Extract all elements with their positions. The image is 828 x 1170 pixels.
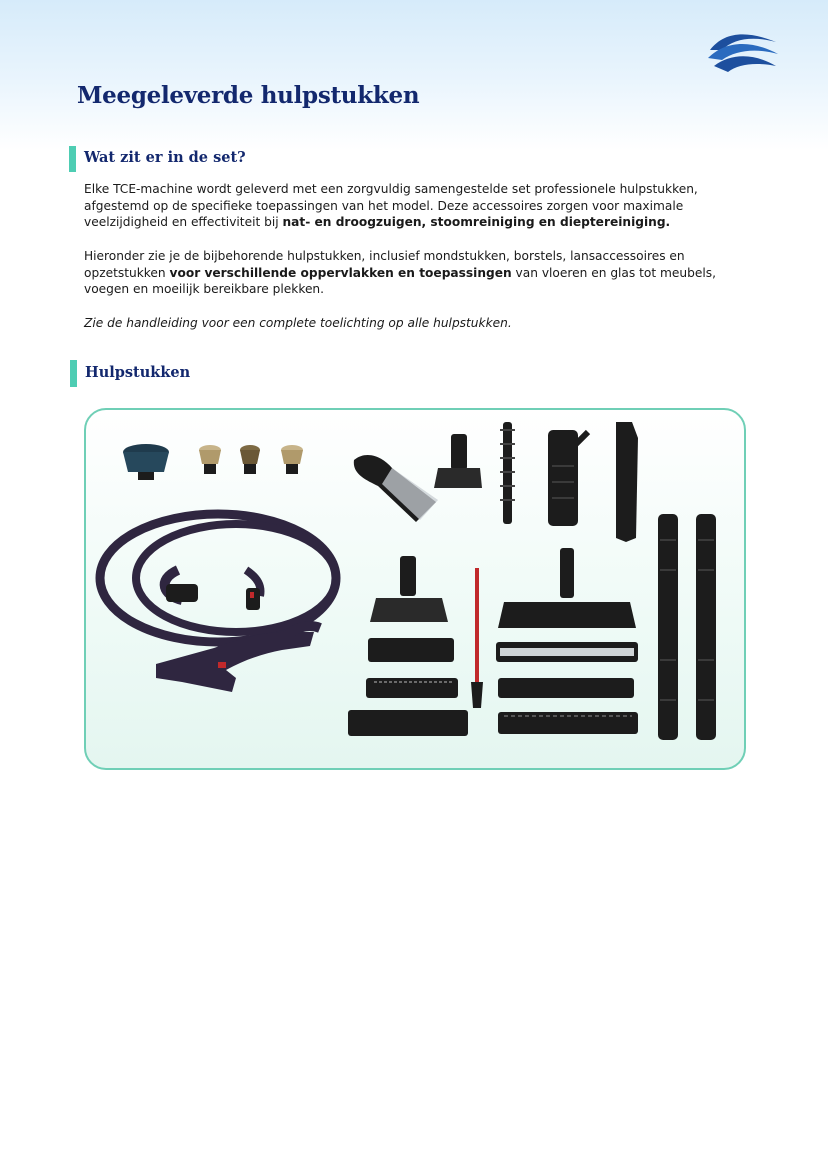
wave-logo-icon (706, 28, 780, 76)
intro-text: Elke TCE-machine wordt geleverd met een zorgvuldig samengestelde set professionele hulpstukken, afgestemd op de specifieke toepassingen van het model. Deze accessoires zorgen voor maximale veelzijdigheid en effectiviteit bij (84, 182, 698, 230)
squeegee-insert-icon (496, 642, 638, 734)
extension-tube-icon (658, 514, 678, 740)
accessories-bold: voor verschillende oppervlakken en toepassingen (169, 265, 512, 280)
manual-note: Zie de handleiding voor een complete toelichting op alle hulpstukken. (84, 316, 512, 330)
accessories-illustration (86, 410, 744, 768)
small-brush-icon (199, 445, 221, 474)
hose-connector-icon (166, 584, 260, 610)
accessories-paragraph (84, 248, 744, 298)
steam-lance-icon (471, 568, 483, 708)
accessories-text-1: Hieronder zie je de bijbehorende hulpstukken, inclusief mondstukken, borstels, lansaccessoires en opzetstukken (84, 249, 685, 280)
intro-bold: nat- en droogzuigen, stoomreiniging en dieptereiniging. (282, 215, 671, 230)
nozzle-insert-icon (348, 638, 468, 736)
accessories-text-2: van vloeren en glas tot meubels, voegen en moeilijk bereikbare plekken. (84, 265, 716, 297)
floor-nozzle-icon (498, 548, 636, 628)
long-bristle-brush-icon (500, 422, 515, 524)
header-background (0, 0, 828, 150)
section-heading-accessories: Hulpstukken (85, 364, 191, 381)
large-round-brush-icon (123, 444, 169, 480)
extension-tube-icon (696, 514, 716, 740)
adapter-tube-icon (548, 430, 588, 526)
small-brush-icon (240, 445, 260, 474)
section-accent-bar (69, 146, 76, 172)
upholstery-tool-icon (370, 556, 448, 622)
intro-paragraph (84, 181, 744, 231)
crevice-nozzle-icon (616, 422, 638, 542)
section-accent-bar (70, 360, 77, 387)
section-heading-set: Wat zit er in de set? (84, 149, 246, 166)
wide-nozzle-icon (434, 434, 482, 488)
upholstery-nozzle-icon (354, 455, 438, 522)
accessories-photo (84, 408, 746, 770)
page-title: Meegeleverde hulpstukken (77, 82, 420, 109)
small-brush-icon (281, 445, 303, 474)
